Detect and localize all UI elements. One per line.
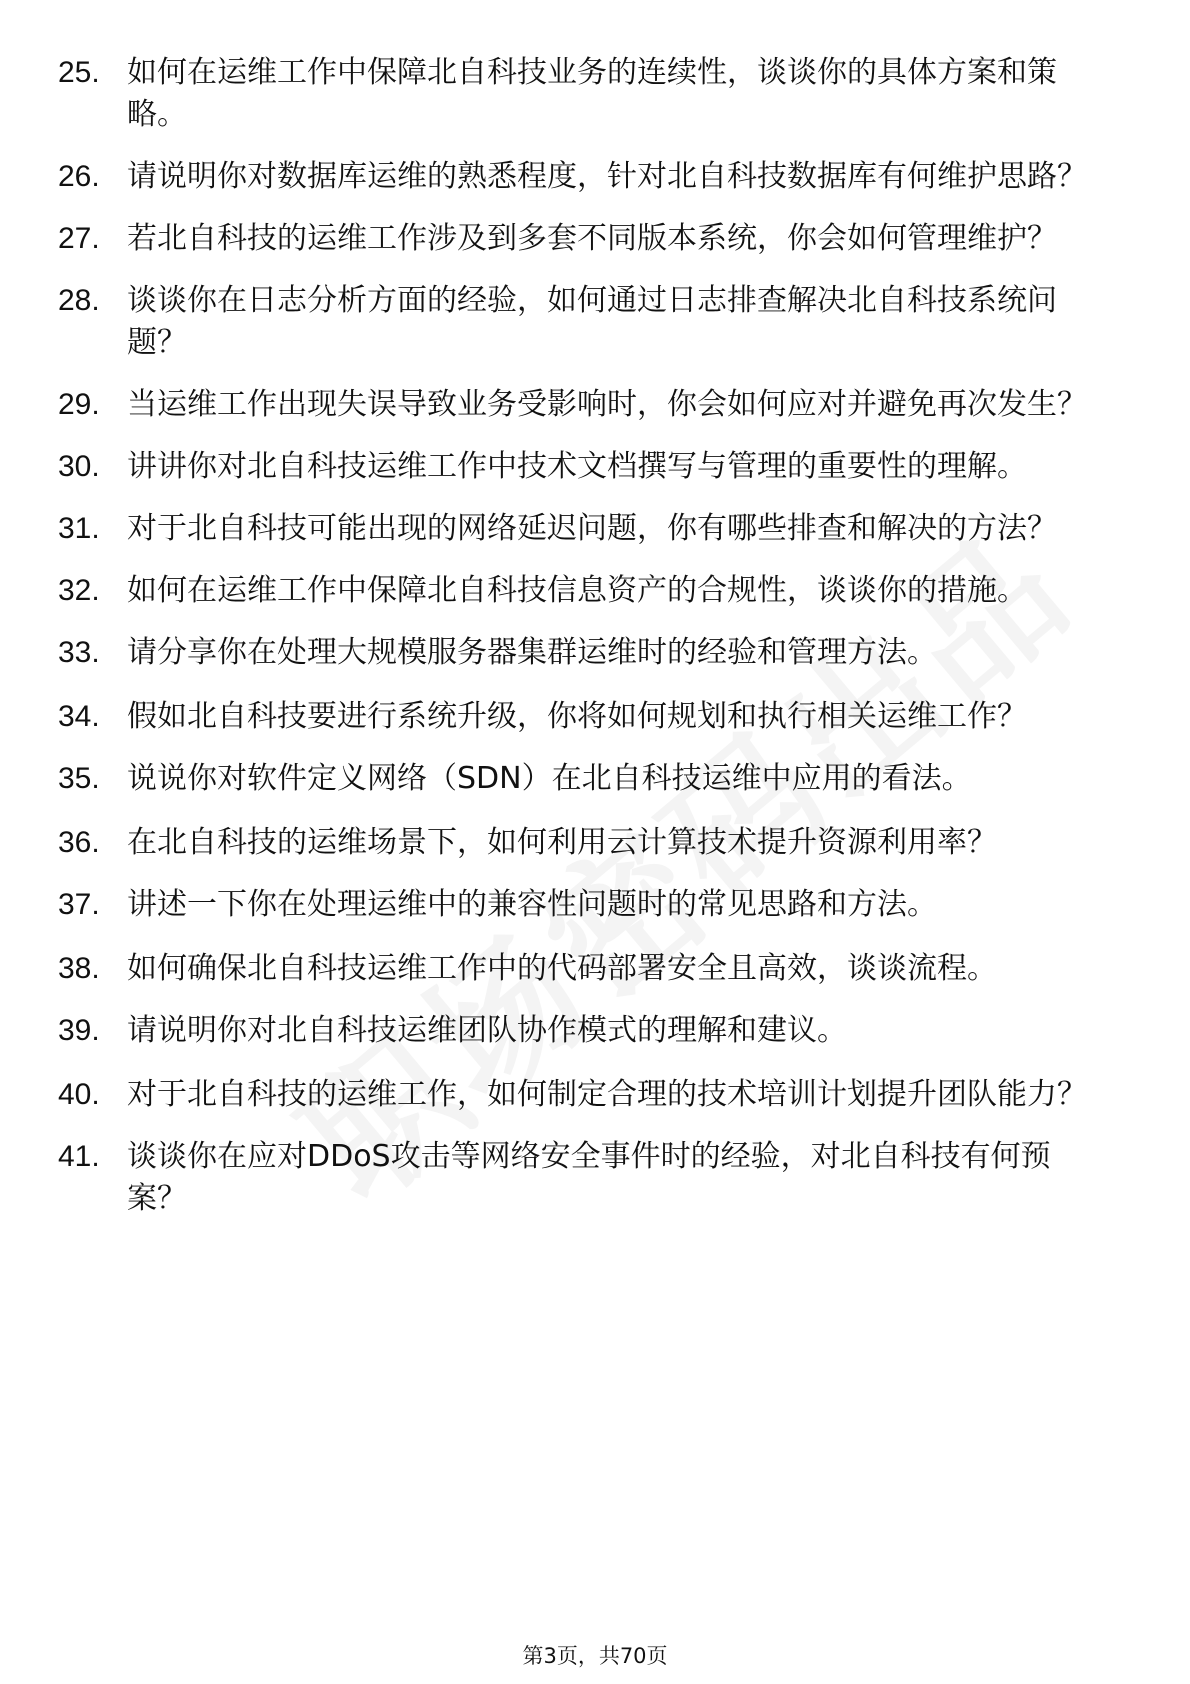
question-text: 讲述一下你在处理运维中的兼容性问题时的常见思路和方法。 xyxy=(127,887,937,922)
question-number: 27. xyxy=(58,222,100,255)
question-text: 对于北自科技的运维工作，如何制定合理的技术培训计划提升团队能力？ xyxy=(127,1077,1087,1112)
question-number: 29. xyxy=(58,388,100,421)
question-text: 请说明你对数据库运维的熟悉程度，针对北自科技数据库有何维护思路？ xyxy=(127,159,1087,194)
question-list xyxy=(0,52,1190,1240)
question-text: 对于北自科技可能出现的网络延迟问题，你有哪些排查和解决的方法？ xyxy=(127,511,1057,546)
question-number: 36. xyxy=(58,826,100,859)
question-text: 谈谈你在日志分析方面的经验，如何通过日志排查解决北自科技系统问题？ xyxy=(127,283,1057,360)
question-item-35 xyxy=(0,758,1190,800)
question-text: 当运维工作出现失误导致业务受影响时，你会如何应对并避免再次发生？ xyxy=(127,387,1087,422)
question-item-26 xyxy=(0,156,1190,198)
question-number: 28. xyxy=(58,284,100,317)
question-text: 讲讲你对北自科技运维工作中技术文档撰写与管理的重要性的理解。 xyxy=(127,449,1027,484)
question-item-36 xyxy=(0,822,1190,864)
question-item-33 xyxy=(0,632,1190,674)
question-text: 谈谈你在应对DDoS攻击等网络安全事件时的经验，对北自科技有何预案？ xyxy=(127,1139,1051,1216)
question-number: 31. xyxy=(58,512,100,545)
question-item-31 xyxy=(0,508,1190,550)
question-item-34 xyxy=(0,696,1190,738)
question-text: 如何在运维工作中保障北自科技信息资产的合规性，谈谈你的措施。 xyxy=(127,573,1027,608)
question-number: 34. xyxy=(58,700,100,733)
question-item-38 xyxy=(0,948,1190,990)
question-item-29 xyxy=(0,384,1190,426)
question-text: 如何确保北自科技运维工作中的代码部署安全且高效，谈谈流程。 xyxy=(127,951,997,986)
question-number: 32. xyxy=(58,574,100,607)
question-item-25 xyxy=(0,52,1190,136)
question-item-30 xyxy=(0,446,1190,488)
question-text: 在北自科技的运维场景下，如何利用云计算技术提升资源利用率？ xyxy=(127,825,997,860)
question-number: 38. xyxy=(58,952,100,985)
question-text: 若北自科技的运维工作涉及到多套不同版本系统，你会如何管理维护？ xyxy=(127,221,1057,256)
question-item-40 xyxy=(0,1074,1190,1116)
question-number: 30. xyxy=(58,450,100,483)
question-text: 如何在运维工作中保障北自科技业务的连续性，谈谈你的具体方案和策略。 xyxy=(127,55,1057,132)
question-item-41 xyxy=(0,1136,1190,1220)
question-item-37 xyxy=(0,884,1190,926)
question-item-27 xyxy=(0,218,1190,260)
question-number: 25. xyxy=(58,56,100,89)
question-text: 说说你对软件定义网络（SDN）在北自科技运维中应用的看法。 xyxy=(127,761,972,796)
question-text: 假如北自科技要进行系统升级，你将如何规划和执行相关运维工作？ xyxy=(127,699,1027,734)
question-text: 请分享你在处理大规模服务器集群运维时的经验和管理方法。 xyxy=(127,635,937,670)
question-number: 41. xyxy=(58,1140,100,1173)
question-number: 26. xyxy=(58,160,100,193)
question-number: 33. xyxy=(58,636,100,669)
page-number-label: 第3页，共70页 xyxy=(522,1644,668,1668)
question-item-39 xyxy=(0,1010,1190,1052)
page-footer xyxy=(0,1640,1190,1670)
question-item-32 xyxy=(0,570,1190,612)
question-number: 35. xyxy=(58,762,100,795)
question-text: 请说明你对北自科技运维团队协作模式的理解和建议。 xyxy=(127,1013,847,1048)
question-number: 40. xyxy=(58,1078,100,1111)
question-number: 37. xyxy=(58,888,100,921)
question-number: 39. xyxy=(58,1014,100,1047)
question-item-28 xyxy=(0,280,1190,364)
